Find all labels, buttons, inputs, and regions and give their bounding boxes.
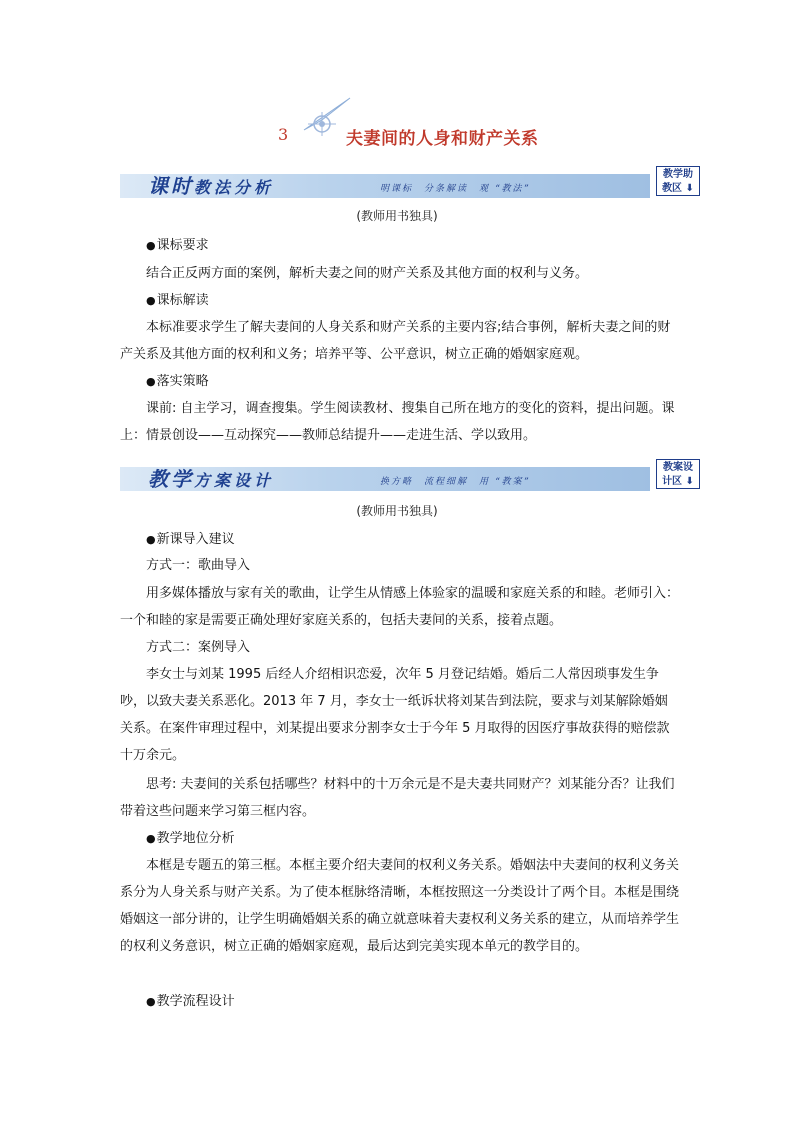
section-head-flow: ● 教学流程设计 xyxy=(146,988,706,1015)
section-head-requirements: ● 课标要求 xyxy=(146,232,706,259)
intro-think-text: 思考: 夫妻间的关系包括哪些？材料中的十万余元是不是夫妻共同财产？刘某能分否？让我们带着这些问题来学习第三框内容。 xyxy=(120,777,675,819)
lesson-plan-zone-button[interactable] xyxy=(656,459,700,489)
chapter-title: 夫妻间的人身和财产关系 xyxy=(346,129,539,149)
banner-title-big: 教学 xyxy=(148,467,194,491)
intro-way-2-label: 方式二：案例导入 xyxy=(146,640,251,655)
intro-way-1-text: 用多媒体播放与家有关的歌曲，让学生从情感上体验家的温暖和家庭关系的和睦。老师引入：一个和睦的家是需要正确处理好家庭关系的，包括夫妻间的关系，接着点题。 xyxy=(120,586,680,628)
section-text-interpretation: 本标准要求学生了解夫妻间的人身关系和财产关系的主要内容;结合事例，解析夫妻之间的财产关系及其他方面的权利和义务；培养平等、公平意识，树立正确的婚姻家庭观。 xyxy=(120,320,671,362)
section-head-position: ● 教学地位分析 xyxy=(146,825,706,852)
teacher-only-note: (教师用书独具) xyxy=(356,504,438,518)
intro-way-2-text: 李女士与刘某 1995 后经人介绍相识恋爱，次年 5 月登记结婚。婚后二人常因琐事发生争吵，以致夫妻关系恶化。2013 年 7 月，李女士一纸诉状将刘某告到法院，要求与刘某解除婚姻关系。在案件审理过程中，刘某提出要求分割李女士于今年 5 月取得的因医疗事故获得的赔偿款十万余元。 xyxy=(120,667,670,763)
box-line-2: 计区 ⬇ xyxy=(662,476,694,487)
chapter-number: 3 xyxy=(278,125,289,144)
banner-motto: 换方略 流程细解 用 “教案” xyxy=(380,477,531,487)
banner-title-small: 方案设计 xyxy=(194,471,275,490)
section-head-interpretation: ● 课标解读 xyxy=(146,287,706,314)
section-head-intro-suggestion: ● 新课导入建议 xyxy=(146,526,706,553)
section-text-requirements: 结合正反两方面的案例，解析夫妻之间的财产关系及其他方面的权利与义务。 xyxy=(146,266,589,281)
banner-title xyxy=(148,463,274,492)
banner-lesson-plan xyxy=(120,459,704,495)
teacher-only-note: (教师用书独具) xyxy=(356,209,438,223)
box-line-2: 教区 ⬇ xyxy=(662,183,694,194)
banner-teaching-analysis xyxy=(120,166,704,202)
box-line-1: 教案设 xyxy=(663,462,693,473)
paper-plane-logo-icon xyxy=(300,96,352,138)
section-head-strategy: ● 落实策略 xyxy=(146,368,706,395)
banner-motto: 明课标 分条解读 观 “教法” xyxy=(380,184,531,194)
section-text-strategy: 课前: 自主学习，调查搜集。学生阅读教材、搜集自己所在地方的变化的资料，提出问题。课上：情景创设——互动探究——教师总结提升——走进生活、学以致用。 xyxy=(120,401,675,443)
box-line-1: 教学助 xyxy=(663,169,693,180)
teaching-aid-zone-button[interactable] xyxy=(656,166,700,196)
section-text-position: 本框是专题五的第三框。本框主要介绍夫妻间的权利义务关系。婚姻法中夫妻间的权利义务关系分为人身关系与财产关系。为了使本框脉络清晰，本框按照这一分类设计了两个目。本框是围绕婚姻这一部分讲的，让学生明确婚姻关系的确立就意味着夫妻权利义务关系的建立，从而培养学生的权利义务意识，树立正确的婚姻家庭观，最后达到完美实现本单元的教学目的。 xyxy=(120,858,680,954)
intro-way-1-label: 方式一：歌曲导入 xyxy=(146,558,251,573)
banner-title xyxy=(148,170,274,199)
banner-title-big: 课时 xyxy=(148,174,194,198)
banner-title-small: 教法分析 xyxy=(194,178,275,197)
